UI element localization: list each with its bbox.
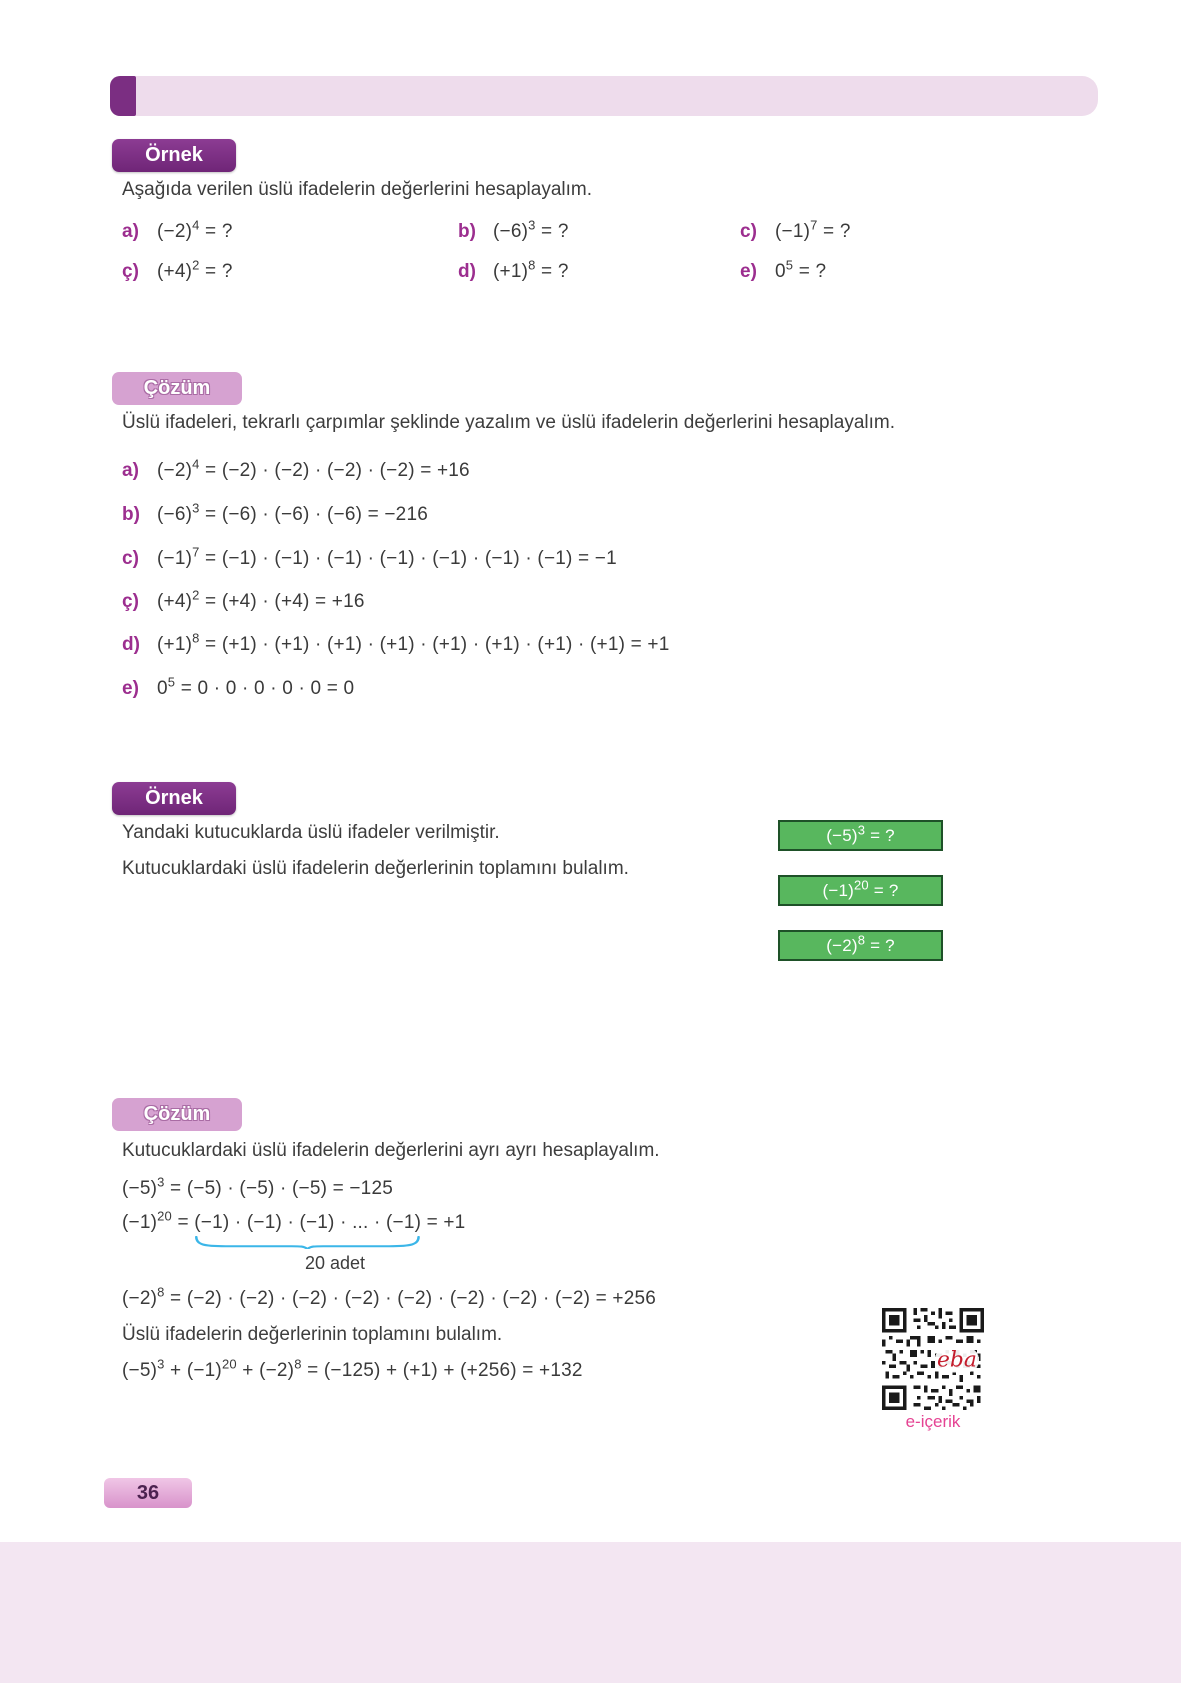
example1-intro: Aşağıda verilen üslü ifadelerin değerlerini hesaplayalım. [122,179,592,200]
svg-text:eba: eba [936,1347,977,1373]
pow20-braced-text: (−1) · (−1) · (−1) · ... · (−1) [194,1212,422,1233]
solution-item-e [122,674,355,700]
item-expression: $(-2)^4$ = ? [157,217,233,242]
exercise-item-d [458,257,569,283]
item-label: ç) [122,261,139,282]
item-expression: $(+4)^2 = (+4) \cdot (+4) = +16$ [157,587,365,612]
page-number: 36 [136,1481,160,1504]
item-label: b) [122,504,140,525]
item-label: d) [458,261,476,282]
qr-code-icon [882,1308,984,1410]
item-expression: $0^5$ = ? [775,257,827,282]
item-expression: $0^5 = 0 \cdot 0 \cdot 0 \cdot 0 \cdot 0 = 0$ [157,674,355,699]
item-label: a) [122,221,139,242]
solution-badge-label: Çözüm [143,1103,211,1125]
item-label: e) [122,678,139,699]
item-label: d) [122,634,140,655]
solution-badge [112,372,242,405]
example-badge [112,139,236,172]
pow20-braced-part [194,1212,421,1234]
exercise-item-e [740,257,827,283]
item-expression: $(-1)^7 = (-1) \cdot (-1) \cdot (-1) \cdot (-1) \cdot (-1) \cdot (-1) \cdot (-1) = -1$ [157,544,617,569]
example-badge-label: Örnek [145,787,203,809]
solution-pow20-line [122,1208,466,1234]
item-expression: $(-1)^7$ = ? [775,217,851,242]
page-number-badge [104,1478,192,1508]
item-expression: $(-6)^3 = (-6) \cdot (-6) \cdot (-6) = -216$ [157,500,428,525]
item-label: e) [740,261,757,282]
solution1-intro: Üslü ifadeleri, tekrarlı çarpımlar şeklinde yazalım ve üslü ifadelerin değerlerini hesaplayalım. [122,412,896,433]
footer-strip [0,1542,1181,1683]
exponent-box-2 [778,875,943,906]
underbrace-icon [194,1236,421,1249]
item-expression: $(+1)^8 = (+1) \cdot (+1) \cdot (+1) \cdot (+1) \cdot (+1) \cdot (+1) \cdot (+1) \cdot (+1) = +1$ [157,630,670,655]
solution-pow3-line: $(-5)^3 = (-5) \cdot (-5) \cdot (-5) = -125$ [122,1174,393,1199]
item-label: c) [122,548,139,569]
solution-item-a [122,456,470,482]
solution-sum-line: $(-5)^3 + (-1)^{20} + (-2)^8 = (-125) + (+1) + (+256) = +132$ [122,1356,583,1381]
solution-sum-intro: Üslü ifadelerin değerlerinin toplamını bulalım. [122,1324,503,1345]
section-header-bar-cap [110,76,136,116]
solution-pow8-line: $(-2)^8 = (-2) \cdot (-2) \cdot (-2) \cdot (-2) \cdot (-2) \cdot (-2) \cdot (-2) \cdot (-2) = +256$ [122,1284,656,1309]
exponent-box-text: $(-1)^{20}$ = ? [822,876,899,900]
item-expression: $(-2)^4 = (-2) \cdot (-2) \cdot (-2) \cdot (-2) = +16$ [157,456,470,481]
e-content-link[interactable]: e-içerik [905,1412,961,1431]
example-badge-label: Örnek [145,144,203,166]
section-header-bar [110,76,1098,116]
pow20-prefix: $(-1)^{20}$ = [122,1208,195,1233]
solution-badge-2 [112,1098,242,1131]
item-label: c) [740,221,757,242]
example2-line1: Yandaki kutucuklarda üslü ifadeler verilmiştir. [122,822,500,843]
eba-logo [935,1347,979,1372]
solution-item-d [122,630,670,656]
example-badge-2 [112,782,236,815]
example2-line2: Kutucuklardaki üslü ifadelerin değerlerinin toplamını bulalım. [122,858,629,879]
pow20-suffix: = +1 [421,1212,466,1233]
exercise-item-c [740,217,851,243]
item-label: ç) [122,591,139,612]
exercise-item-b [458,217,569,243]
item-expression: $(+4)^2$ = ? [157,257,233,282]
item-label: b) [458,221,476,242]
item-expression: $(-6)^3$ = ? [493,217,569,242]
exercise-item-a [122,217,233,243]
qr-code [882,1308,984,1410]
item-expression: $(+1)^8$ = ? [493,257,569,282]
solution-item-c [122,544,617,570]
solution2-intro: Kutucuklardaki üslü ifadelerin değerlerini ayrı ayrı hesaplayalım. [122,1140,660,1161]
exponent-box-3 [778,930,943,961]
underbrace-label: 20 adet [305,1253,366,1273]
solution-item-cc [122,587,365,613]
solution-item-b [122,500,428,526]
solution-badge-label: Çözüm [143,377,211,399]
exercise-item-cc [122,257,233,283]
exponent-box-1 [778,820,943,851]
exponent-box-text: $(-2)^8$ = ? [826,931,895,955]
item-label: a) [122,460,139,481]
exponent-box-text: $(-5)^3$ = ? [826,821,895,845]
